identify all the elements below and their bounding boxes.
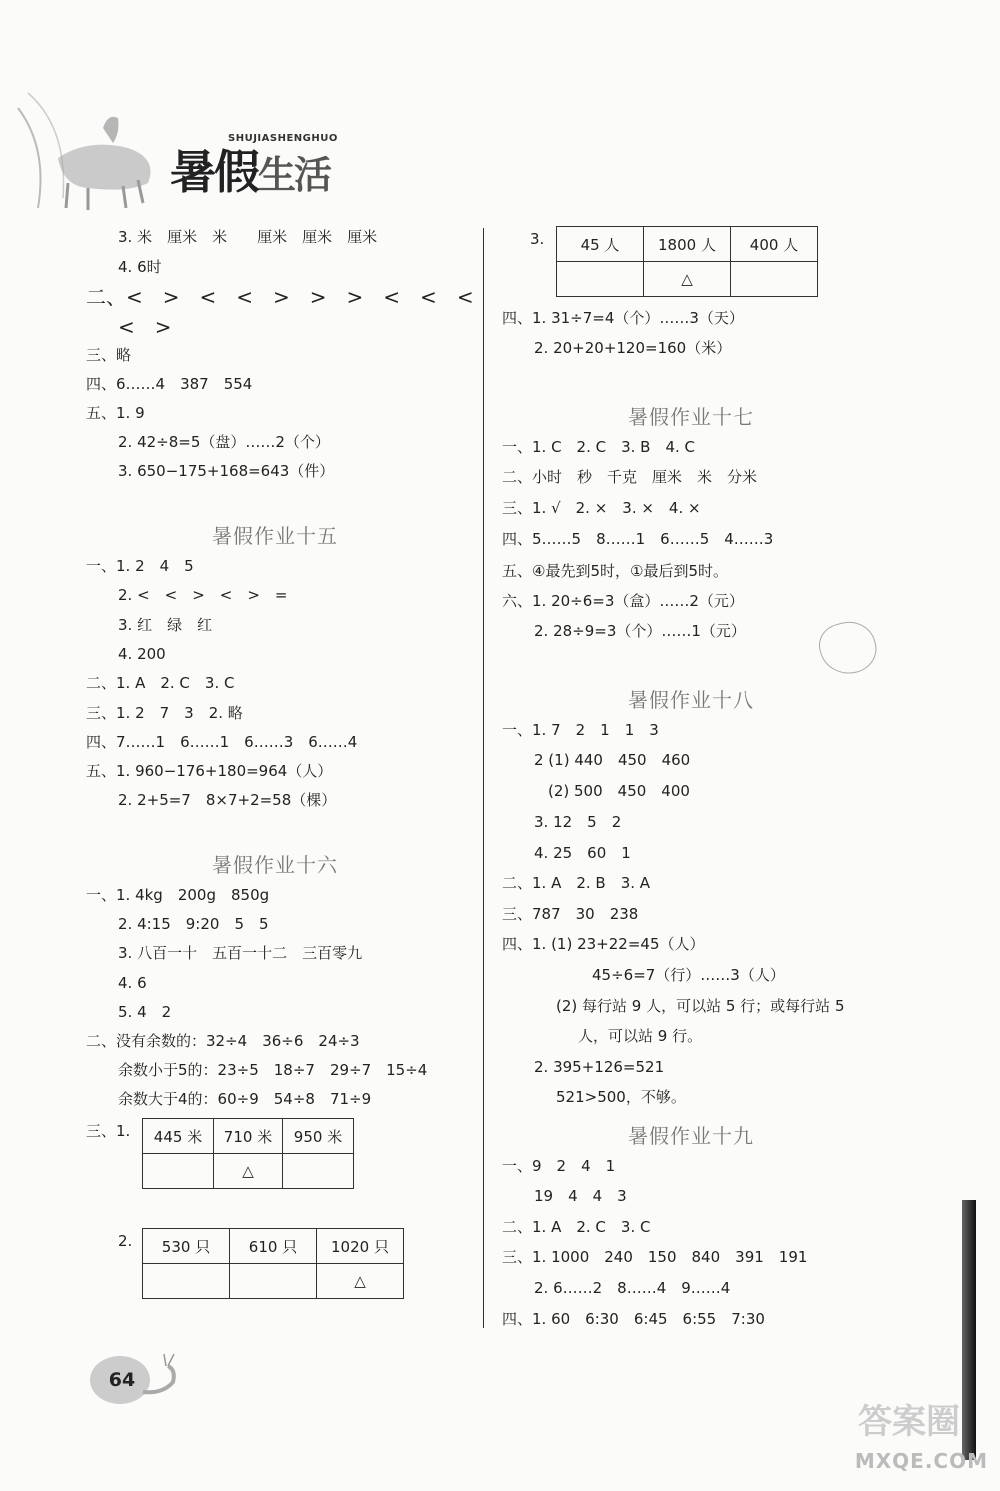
answer-line: 余数大于4的：60÷9 54÷8 71÷9 xyxy=(118,1090,372,1108)
answer-line: 四、6……4 387 554 xyxy=(86,375,253,393)
answer-line: 六、1. 20÷6=3（盒）……2（元） xyxy=(502,592,744,610)
answer-line: 余数小于5的：23÷5 18÷7 29÷7 15÷4 xyxy=(118,1061,428,1079)
answer-line: 一、9 2 4 1 xyxy=(502,1157,616,1175)
brand-title xyxy=(170,136,330,202)
answer-line: 四、1. 31÷7=4（个）……3（天） xyxy=(502,309,744,327)
answer-line: 4. 200 xyxy=(118,645,166,663)
watermark-url: MXQE.COM xyxy=(854,1449,988,1473)
answer-line: 二、< > < < > > > < < < xyxy=(86,285,474,309)
brand-pinyin: SHUJIASHENGHUO xyxy=(228,133,338,144)
answer-line: 3. 12 5 2 xyxy=(534,813,622,831)
triangle-mark: △ xyxy=(214,1154,283,1189)
edge-shadow xyxy=(962,1200,976,1460)
answer-line: 2. 20+20+120=160（米） xyxy=(534,339,732,357)
table-cell: 445 米 xyxy=(143,1119,214,1154)
triangle-mark: △ xyxy=(317,1264,404,1299)
answer-line: (2) 500 450 400 xyxy=(548,782,690,800)
answer-line: 二、1. A 2. C 3. C xyxy=(86,674,235,692)
table-cell xyxy=(143,1154,214,1189)
table-cell xyxy=(230,1264,317,1299)
section-title: 暑假作业十九 xyxy=(628,1124,754,1148)
answer-line: 五、1. 9 xyxy=(86,404,145,422)
answer-line: 2. < < > < > = xyxy=(118,586,288,604)
answer-line: 三、1. 2 7 3 2. 略 xyxy=(86,704,243,722)
table-cell: 530 只 xyxy=(143,1229,230,1264)
table-cell: 1020 只 xyxy=(317,1229,404,1264)
answer-line: 4. 6 xyxy=(118,974,147,992)
section-title: 暑假作业十六 xyxy=(212,853,338,877)
answer-table xyxy=(142,1118,354,1189)
answer-line: 3. 红 绿 红 xyxy=(118,616,213,634)
answer-line: 19 4 4 3 xyxy=(534,1187,627,1205)
section-title: 暑假作业十八 xyxy=(628,688,754,712)
answer-table xyxy=(556,226,818,297)
table-cell: 710 米 xyxy=(214,1119,283,1154)
watermark-logo: 答案圈 xyxy=(858,1402,960,1442)
answer-line: 三、1. xyxy=(86,1122,131,1140)
answer-line: 四、5……5 8……1 6……5 4……3 xyxy=(502,530,774,548)
page-number: 64 xyxy=(108,1369,136,1391)
table-cell xyxy=(283,1154,354,1189)
answer-line: (2) 每行站 9 人，可以站 5 行；或每行站 5 xyxy=(556,997,845,1015)
answer-line: 一、1. 7 2 1 1 3 xyxy=(502,721,659,739)
answer-line: 2. 42÷8=5（盘）……2（个） xyxy=(118,433,330,451)
answer-line: 五、④最先到5时，①最后到5时。 xyxy=(502,562,728,580)
answer-line: 2. 4:15 9:20 5 5 xyxy=(118,915,269,933)
answer-line: 2. 28÷9=3（个）……1（元） xyxy=(534,622,746,640)
answer-line: 521>500，不够。 xyxy=(556,1088,686,1106)
column-divider xyxy=(483,228,484,1328)
table-cell: 610 只 xyxy=(230,1229,317,1264)
brand-title-b: 生活 xyxy=(258,152,331,197)
answer-line: 3. 米 厘米 米 厘米 厘米 厘米 xyxy=(118,228,378,246)
answer-line: 三、1. 1000 240 150 840 391 191 xyxy=(502,1248,808,1266)
answer-line: 2 (1) 440 450 460 xyxy=(534,751,691,769)
answer-line: 一、1. C 2. C 3. B 4. C xyxy=(502,438,696,456)
header-illustration xyxy=(8,88,178,218)
answer-line: 二、1. A 2. C 3. C xyxy=(502,1218,651,1236)
section-title: 暑假作业十五 xyxy=(212,524,338,548)
answer-line: < > xyxy=(118,315,172,339)
answer-line: 2. 6……2 8……4 9……4 xyxy=(534,1279,731,1297)
triangle-mark: △ xyxy=(644,262,731,297)
answer-line: 四、7……1 6……1 6……3 6……4 xyxy=(86,733,358,751)
answer-line: 3. 650−175+168=643（件） xyxy=(118,462,335,480)
answer-line: 四、1. (1) 23+22=45（人） xyxy=(502,935,705,953)
table-cell: 400 人 xyxy=(731,227,818,262)
answer-line: 人，可以站 9 行。 xyxy=(578,1027,703,1045)
answer-line: 三、略 xyxy=(86,346,132,364)
table-cell: 45 人 xyxy=(557,227,644,262)
answer-line: 一、1. 4kg 200g 850g xyxy=(86,886,270,904)
table-cell xyxy=(143,1264,230,1299)
answer-line: 三、787 30 238 xyxy=(502,905,639,923)
answer-line: 二、没有余数的：32÷4 36÷6 24÷3 xyxy=(86,1032,360,1050)
stamp-icon xyxy=(814,616,882,681)
answer-table xyxy=(142,1228,404,1299)
brand-title-a: 暑假 xyxy=(170,145,258,199)
table-cell xyxy=(731,262,818,297)
table-cell: 950 米 xyxy=(283,1119,354,1154)
answer-line: 三、1. √ 2. × 3. × 4. × xyxy=(502,499,701,517)
answer-line: 4. 25 60 1 xyxy=(534,844,631,862)
answer-line: 2. 395+126=521 xyxy=(534,1058,665,1076)
answer-line: 2. 2+5=7 8×7+2=58（棵） xyxy=(118,791,337,809)
answer-line: 二、1. A 2. B 3. A xyxy=(502,874,651,892)
answer-line: 4. 6时 xyxy=(118,258,162,276)
table-cell xyxy=(557,262,644,297)
answer-line: 四、1. 60 6:30 6:45 6:55 7:30 xyxy=(502,1310,765,1328)
answer-line: 一、1. 2 4 5 xyxy=(86,557,194,575)
answer-line: 3. 八百一十 五百一十二 三百零九 xyxy=(118,944,363,962)
answer-line: 五、1. 960−176+180=964（人） xyxy=(86,762,333,780)
answer-line: 45÷6=7（行）……3（人） xyxy=(592,966,785,984)
section-title: 暑假作业十七 xyxy=(628,405,754,429)
answer-line: 2. xyxy=(118,1232,133,1250)
table-cell: 1800 人 xyxy=(644,227,731,262)
answer-line: 5. 4 2 xyxy=(118,1003,172,1021)
answer-line: 3. xyxy=(530,230,545,248)
answer-line: 二、小时 秒 千克 厘米 米 分米 xyxy=(502,468,758,486)
